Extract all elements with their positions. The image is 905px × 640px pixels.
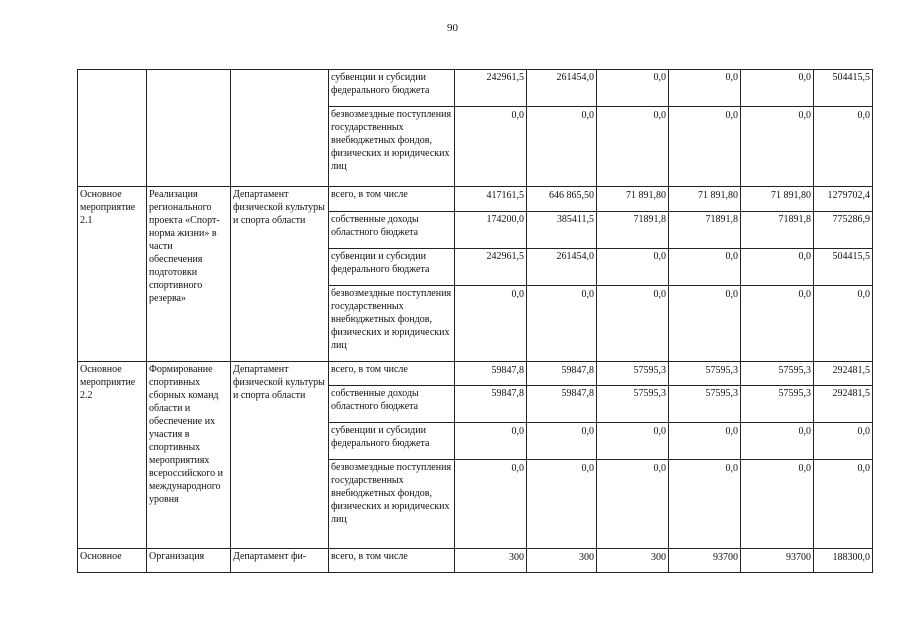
value-cell: 93700 bbox=[669, 549, 741, 573]
value-cell: 0,0 bbox=[814, 107, 873, 187]
value-cell: 292481,5 bbox=[814, 386, 873, 423]
value-cell: 0,0 bbox=[597, 70, 669, 107]
source-cell: субвенции и субсидии федерального бюджета bbox=[329, 249, 455, 286]
table-row bbox=[78, 549, 873, 573]
value-cell: 0,0 bbox=[455, 286, 527, 362]
executor-cell: Департамент фи- bbox=[231, 549, 329, 573]
value-cell: 504415,5 bbox=[814, 70, 873, 107]
value-cell: 59847,8 bbox=[527, 362, 597, 386]
source-cell: безвозмездные поступления государственных внебюджетных фондов, физических и юридических лиц bbox=[329, 286, 455, 362]
table-row bbox=[78, 187, 873, 212]
value-cell: 0,0 bbox=[527, 107, 597, 187]
value-cell: 0,0 bbox=[455, 107, 527, 187]
value-cell: 0,0 bbox=[669, 286, 741, 362]
value-cell: 0,0 bbox=[527, 460, 597, 549]
event-cell: Основное мероприятие 2.1 bbox=[78, 187, 147, 362]
executor-cell: Департамент физической культуры и спорта области bbox=[231, 187, 329, 362]
value-cell: 57595,3 bbox=[669, 362, 741, 386]
value-cell: 57595,3 bbox=[669, 386, 741, 423]
budget-table bbox=[77, 69, 873, 573]
value-cell: 242961,5 bbox=[455, 70, 527, 107]
value-cell: 0,0 bbox=[597, 107, 669, 187]
source-cell: безвозмездные поступления государственных внебюджетных фондов, физических и юридических лиц bbox=[329, 107, 455, 187]
value-cell: 0,0 bbox=[669, 70, 741, 107]
value-cell: 57595,3 bbox=[741, 386, 814, 423]
source-cell: собственные доходы областного бюджета bbox=[329, 386, 455, 423]
value-cell: 0,0 bbox=[814, 286, 873, 362]
value-cell: 0,0 bbox=[814, 460, 873, 549]
value-cell: 59847,8 bbox=[527, 386, 597, 423]
name-cell bbox=[147, 70, 231, 187]
source-cell: субвенции и субсидии федерального бюджета bbox=[329, 70, 455, 107]
value-cell: 0,0 bbox=[527, 286, 597, 362]
value-cell: 0,0 bbox=[669, 107, 741, 187]
value-cell: 93700 bbox=[741, 549, 814, 573]
value-cell: 57595,3 bbox=[597, 362, 669, 386]
value-cell: 0,0 bbox=[597, 249, 669, 286]
value-cell: 0,0 bbox=[741, 460, 814, 549]
value-cell: 292481,5 bbox=[814, 362, 873, 386]
value-cell: 0,0 bbox=[741, 286, 814, 362]
table-row bbox=[78, 362, 873, 386]
name-cell: Организация bbox=[147, 549, 231, 573]
value-cell: 174200,0 bbox=[455, 212, 527, 249]
value-cell: 646 865,50 bbox=[527, 187, 597, 212]
value-cell: 0,0 bbox=[741, 107, 814, 187]
value-cell: 71 891,80 bbox=[597, 187, 669, 212]
name-cell: Формирование спортивных сборных команд области и обеспечение их участия в спортивных мероприятиях всероссийского и международного уровня bbox=[147, 362, 231, 549]
value-cell: 71891,8 bbox=[741, 212, 814, 249]
value-cell: 261454,0 bbox=[527, 249, 597, 286]
page-number: 90 bbox=[447, 22, 458, 34]
value-cell: 59847,8 bbox=[455, 362, 527, 386]
value-cell: 57595,3 bbox=[741, 362, 814, 386]
value-cell: 0,0 bbox=[741, 423, 814, 460]
event-cell: Основное bbox=[78, 549, 147, 573]
value-cell: 71891,8 bbox=[669, 212, 741, 249]
value-cell: 0,0 bbox=[597, 460, 669, 549]
value-cell: 71 891,80 bbox=[741, 187, 814, 212]
value-cell: 0,0 bbox=[741, 70, 814, 107]
table-row bbox=[78, 70, 873, 107]
value-cell: 57595,3 bbox=[597, 386, 669, 423]
value-cell: 0,0 bbox=[669, 249, 741, 286]
value-cell: 300 bbox=[597, 549, 669, 573]
source-cell: всего, в том числе bbox=[329, 362, 455, 386]
value-cell: 0,0 bbox=[669, 423, 741, 460]
value-cell: 0,0 bbox=[741, 249, 814, 286]
value-cell: 1279702,4 bbox=[814, 187, 873, 212]
value-cell: 59847,8 bbox=[455, 386, 527, 423]
event-cell: Основное мероприятие 2.2 bbox=[78, 362, 147, 549]
value-cell: 775286,9 bbox=[814, 212, 873, 249]
source-cell: безвозмездные поступления государственных внебюджетных фондов, физических и юридических лиц bbox=[329, 460, 455, 549]
value-cell: 0,0 bbox=[597, 286, 669, 362]
value-cell: 0,0 bbox=[455, 460, 527, 549]
value-cell: 0,0 bbox=[455, 423, 527, 460]
value-cell: 188300,0 bbox=[814, 549, 873, 573]
source-cell: субвенции и субсидии федерального бюджета bbox=[329, 423, 455, 460]
event-cell bbox=[78, 70, 147, 187]
value-cell: 0,0 bbox=[527, 423, 597, 460]
executor-cell: Департамент физической культуры и спорта области bbox=[231, 362, 329, 549]
value-cell: 0,0 bbox=[669, 460, 741, 549]
value-cell: 0,0 bbox=[814, 423, 873, 460]
source-cell: всего, в том числе bbox=[329, 549, 455, 573]
value-cell: 71 891,80 bbox=[669, 187, 741, 212]
value-cell: 300 bbox=[455, 549, 527, 573]
source-cell: собственные доходы областного бюджета bbox=[329, 212, 455, 249]
value-cell: 242961,5 bbox=[455, 249, 527, 286]
value-cell: 0,0 bbox=[597, 423, 669, 460]
source-cell: всего, в том числе bbox=[329, 187, 455, 212]
name-cell: Реализация регионального проекта «Спорт-норма жизни» в части обеспечения подготовки спортивного резерва» bbox=[147, 187, 231, 362]
value-cell: 300 bbox=[527, 549, 597, 573]
value-cell: 385411,5 bbox=[527, 212, 597, 249]
value-cell: 417161,5 bbox=[455, 187, 527, 212]
value-cell: 261454,0 bbox=[527, 70, 597, 107]
value-cell: 504415,5 bbox=[814, 249, 873, 286]
executor-cell bbox=[231, 70, 329, 187]
value-cell: 71891,8 bbox=[597, 212, 669, 249]
